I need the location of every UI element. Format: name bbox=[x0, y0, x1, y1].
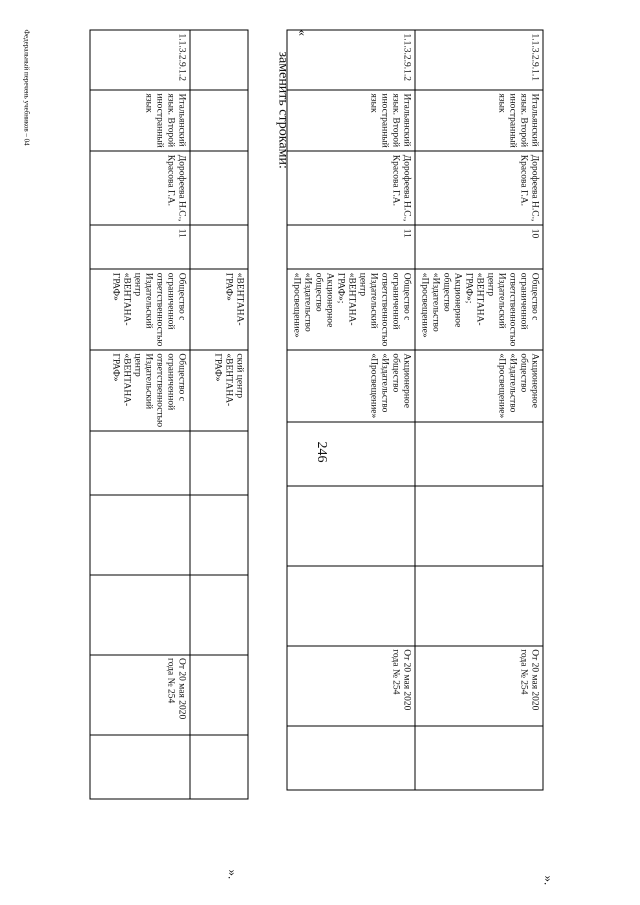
closing-quote: ». bbox=[225, 869, 241, 880]
table-row bbox=[415, 30, 543, 790]
table-cell bbox=[90, 495, 190, 575]
table-cell: Общество с ограниченной ответственностью Издательский центр «ВЕНТАНА-ГРАФ» bbox=[90, 350, 190, 431]
page-number: 246 bbox=[314, 441, 329, 463]
table-cell bbox=[190, 735, 248, 799]
table-cell bbox=[190, 225, 248, 269]
rotated-page-content bbox=[1, 0, 640, 905]
table-cell bbox=[90, 735, 190, 799]
table-cell: Акционерное общество «Издательство «Просвещение» bbox=[415, 350, 543, 422]
table-cell bbox=[415, 726, 543, 790]
table-cell: 1.1.3.2.9.1.1 bbox=[415, 30, 543, 90]
table-cell bbox=[90, 431, 190, 495]
table-cell: 11 bbox=[287, 225, 415, 269]
table-cell: Итальянский язык. Второй иностранный язык bbox=[90, 90, 190, 151]
table-cell: «ВЕНТАНА-ГРАФ» bbox=[190, 269, 248, 350]
table-cell bbox=[190, 655, 248, 735]
closing-quote: ». bbox=[541, 875, 557, 886]
table-row bbox=[287, 30, 415, 790]
table-cell: Дорофеева Н.С., Красова Г.А. bbox=[287, 151, 415, 225]
table-cell: От 20 мая 2020 года № 254 bbox=[415, 646, 543, 726]
table-cell: 10 bbox=[415, 225, 543, 269]
table-cell: ский центр «ВЕНТАНА-ГРАФ» bbox=[190, 350, 248, 431]
table-cell: От 20 мая 2020 года № 254 bbox=[287, 646, 415, 726]
table-cell: 11 bbox=[90, 225, 190, 269]
table-cell: 1.1.3.2.9.1.2 bbox=[90, 30, 190, 90]
table-cell: Дорофеева Н.С., Красова Г.А. bbox=[415, 151, 543, 225]
table-cell bbox=[190, 495, 248, 575]
table-cell bbox=[190, 431, 248, 495]
table-cell bbox=[287, 486, 415, 566]
replace-instruction: заменить строками: bbox=[275, 51, 291, 169]
table-cell: Итальянский язык. Второй иностранный язык bbox=[415, 90, 543, 151]
table-cell: Общество с ограниченной ответственностью Издательский центр «ВЕНТАНА-ГРАФ» bbox=[90, 269, 190, 350]
table-cell: Акционерное общество «Издательство «Просвещение» bbox=[287, 350, 415, 422]
table-cell bbox=[287, 726, 415, 790]
table-cell bbox=[287, 566, 415, 646]
table-row bbox=[190, 30, 248, 799]
top-table bbox=[90, 30, 249, 800]
page-footer: Федеральный перечень учебников – 04 bbox=[22, 29, 31, 146]
table-cell: Итальянский язык. Второй иностранный язык bbox=[287, 90, 415, 151]
table-cell: 1.1.3.2.9.1.2 bbox=[287, 30, 415, 90]
table-row bbox=[90, 30, 190, 799]
bottom-table bbox=[287, 30, 544, 791]
table-cell bbox=[287, 422, 415, 486]
table-cell: Общество с ограниченной ответственностью Издательский центр «ВЕНТАНА-ГРАФ»; Акционерное общество «Издательство «Просвещение» bbox=[415, 269, 543, 350]
table-cell bbox=[415, 566, 543, 646]
table-cell: Дорофеева Н.С., Красова Г.А. bbox=[90, 151, 190, 225]
table-cell bbox=[90, 575, 190, 655]
opening-quote: « bbox=[295, 29, 311, 36]
table-cell: Общество с ограниченной ответственностью Издательский центр «ВЕНТАНА-ГРАФ»; Акционерное общество «Издательство «Просвещение» bbox=[287, 269, 415, 350]
table-cell bbox=[415, 422, 543, 486]
table-cell bbox=[190, 30, 248, 90]
table-cell: От 20 мая 2020 года № 254 bbox=[90, 655, 190, 735]
table-cell bbox=[190, 575, 248, 655]
table-cell bbox=[415, 486, 543, 566]
table-cell bbox=[190, 90, 248, 151]
table-cell bbox=[190, 151, 248, 225]
